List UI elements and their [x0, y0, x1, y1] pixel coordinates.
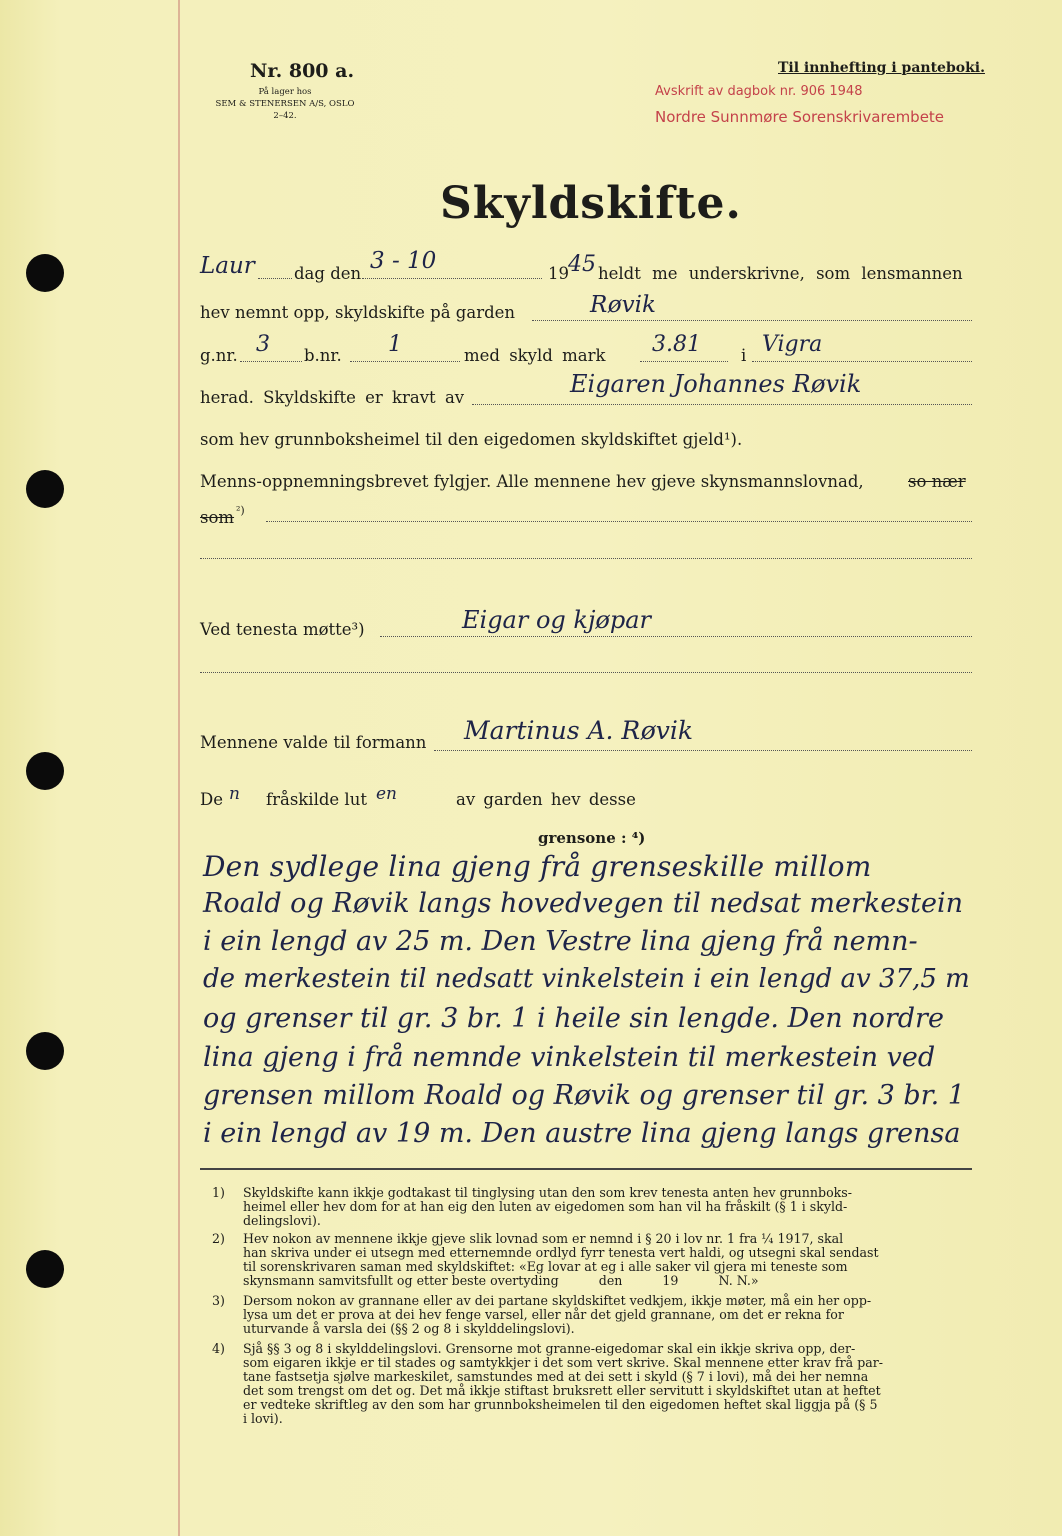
printer-imprint	[205, 86, 365, 122]
farm-name: Røvik	[590, 292, 656, 318]
footnote-number: 4)	[212, 1341, 225, 1356]
footnote-line: skynsmann samvitsfullt og etter beste overtyding den 19 N. N.»	[243, 1273, 759, 1288]
footnote-line: heimel eller hev dom for at han eig den luten av eigedomen som han vil ha fråskilt (§ 1 i skyld-	[243, 1199, 848, 1214]
footnote-line: Hev nokon av mennene ikkje gjeve slik lovnad som er nemnd i § 20 i lov nr. 1 fra ¼ 1917, skal	[243, 1231, 844, 1246]
footnote-line: lysa um det er prova at dei hev fenge varsel, eller når det gjeld grannane, om det er rekna for	[243, 1307, 844, 1322]
footnote-1	[243, 1186, 973, 1228]
label-formann: Mennene valde til formann	[200, 733, 427, 752]
dotted-line	[752, 361, 972, 362]
label-grunnbok: som hev grunnboksheimel til den eigedomen skyldskiftet gjeld¹).	[200, 430, 743, 449]
bnr-value: 1	[388, 332, 402, 357]
footnote-line: i lovi).	[243, 1411, 283, 1426]
label-i: i	[741, 346, 747, 365]
boundary-line: Roald og Røvik langs hovedvegen til nedsat merkestein	[203, 888, 963, 919]
footnote-line: Skyldskifte kann ikkje godtakast til tinglysing utan den som krev tenesta anten hev grunnboks-	[243, 1185, 852, 1200]
footnote-line: uturvande å varsla dei (§§ 2 og 8 i skylddelingslovi).	[243, 1321, 575, 1336]
printer-line: SEM & STENERSEN A/S, OSLO	[215, 99, 355, 109]
dotted-line	[472, 404, 972, 405]
footnote-2	[243, 1232, 973, 1288]
dotted-line	[240, 361, 302, 362]
footnote-line: som eigaren ikkje er til stades og samtykkjer i det som vert skrive. Skal mennene etter krav frå par-	[243, 1355, 884, 1370]
printer-line: På lager hos	[258, 87, 312, 97]
year-prefix: 19	[548, 264, 569, 283]
form-number: Nr. 800 a.	[250, 60, 355, 82]
boundary-line: grensen millom Roald og Røvik og grenser til gr. 3 br. 1	[203, 1080, 965, 1111]
lut-suffix: en	[376, 784, 398, 804]
dotted-line	[362, 278, 542, 279]
til-innhefting-label: Til innhefting i panteboki.	[778, 60, 985, 76]
dotted-line	[258, 278, 292, 279]
footnote-divider	[200, 1168, 972, 1170]
footnote-line: Sjå §§ 3 og 8 i skylddelingslovi. Grensorne mot granne-eigedomar skal ein ikkje skriva opp, der-	[243, 1341, 856, 1356]
boundary-line: i ein lengd av 25 m. Den Vestre lina gjeng frå nemn-	[203, 926, 918, 957]
punch-hole	[26, 1250, 64, 1288]
footnote-4	[243, 1342, 973, 1426]
footnote-line: Dersom nokon av grannane eller av dei partane skyldskiftet vedkjem, ikkje møter, må ein her opp-	[243, 1293, 872, 1308]
attended-value: Eigar og kjøpar	[462, 606, 651, 634]
dotted-line	[350, 361, 460, 362]
boundary-line: de merkestein til nedsatt vinkelstein i ein lengd av 37,5 m	[203, 964, 970, 994]
margin-line	[178, 0, 180, 1536]
dotted-line	[640, 361, 728, 362]
dotted-line	[266, 521, 972, 522]
skyld-value: 3.81	[652, 332, 701, 357]
label-herad: herad. Skyldskifte er kravt av	[200, 388, 465, 407]
dotted-line	[200, 672, 972, 673]
footnote-number: 2)	[212, 1231, 225, 1246]
struck-som: som	[200, 508, 235, 527]
som-footnote-ref: ²)	[236, 504, 245, 517]
label-dag-den: dag den	[294, 264, 362, 283]
footnote-number: 3)	[212, 1293, 225, 1308]
label-hev-nemnt: hev nemnt opp, skyldskifte på garden	[200, 303, 516, 322]
punch-hole	[26, 254, 64, 292]
printer-line: 2–42.	[273, 111, 297, 121]
document-title: Skyldskifte.	[440, 178, 742, 229]
label-fraskilde: fråskilde lut	[266, 790, 367, 809]
label-med-skyld: med skyld mark	[464, 346, 606, 365]
boundary-line: i ein lengd av 19 m. Den austre lina gjeng langs grensa	[203, 1118, 961, 1149]
label-menns: Menns-oppnemningsbrevet fylgjer. Alle mennene hev gjeve skynsmannslovnad,	[200, 472, 864, 491]
boundary-line: Den sydlege lina gjeng frå grenseskille millom	[203, 850, 872, 883]
footnote-line: delingslovi).	[243, 1213, 321, 1228]
footnote-number: 1)	[212, 1185, 225, 1200]
date-value: 3 - 10	[370, 248, 437, 274]
stamp-line-2: Nordre Sunnmøre Sorenskrivarembete	[655, 108, 945, 126]
dotted-line	[434, 750, 972, 751]
boundary-line: lina gjeng i frå nemnde vinkelstein til merkestein ved	[203, 1042, 936, 1073]
footnote-3	[243, 1294, 973, 1336]
label-heldt: heldt me underskrivne, som lensmannen	[598, 264, 963, 283]
label-de: De	[200, 790, 223, 809]
label-gnr: g.nr.	[200, 346, 238, 365]
label-bnr: b.nr.	[304, 346, 342, 365]
struck-so-naer: so nær	[908, 472, 966, 491]
dotted-line	[532, 320, 972, 321]
year-suffix: 45	[568, 252, 596, 277]
day-name: Laur	[200, 253, 255, 279]
footnote-line: han skriva under ei utsegn med etternemnde ordlyd fyrr tenesta vert haldi, og utsegni skal sendast	[243, 1245, 879, 1260]
municipality-value: Vigra	[762, 332, 823, 357]
gnr-value: 3	[256, 332, 270, 357]
footnote-line: til sorenskrivaren saman med skyldskiftet: «Eg lovar at eg i alle saker vil gjera mi teneste som	[243, 1259, 848, 1274]
punch-hole	[26, 1032, 64, 1070]
chairman-value: Martinus A. Røvik	[464, 716, 694, 745]
label-tenesta: Ved tenesta møtte³)	[200, 620, 365, 639]
dotted-line	[380, 636, 972, 637]
requested-by: Eigaren Johannes Røvik	[570, 370, 862, 398]
dotted-line	[200, 558, 972, 559]
label-grensone: grensone : ⁴)	[538, 829, 646, 847]
footnote-line: er vedteke skriftleg av den som har grunnboksheimelen til den eigedomen heftet skal liggja på (§ 5	[243, 1397, 878, 1412]
footnote-line: tane fastsetja sjølve markeskilet, samstundes med at dei sett i skyld (§ 7 i lovi), må dei her nemna	[243, 1369, 869, 1384]
de-suffix: n	[229, 784, 240, 804]
label-av-garden: av garden hev desse	[456, 790, 636, 809]
punch-hole	[26, 752, 64, 790]
boundary-line: og grenser til gr. 3 br. 1 i heile sin lengde. Den nordre	[203, 1003, 944, 1034]
footnote-line: det som trengst om det og. Det må ikkje stiftast bruksrett eller servitutt i skyldskiftet utan at heftet	[243, 1383, 881, 1398]
punch-hole	[26, 470, 64, 508]
stamp-line-1: Avskrift av dagbok nr. 906 1948	[655, 84, 863, 99]
